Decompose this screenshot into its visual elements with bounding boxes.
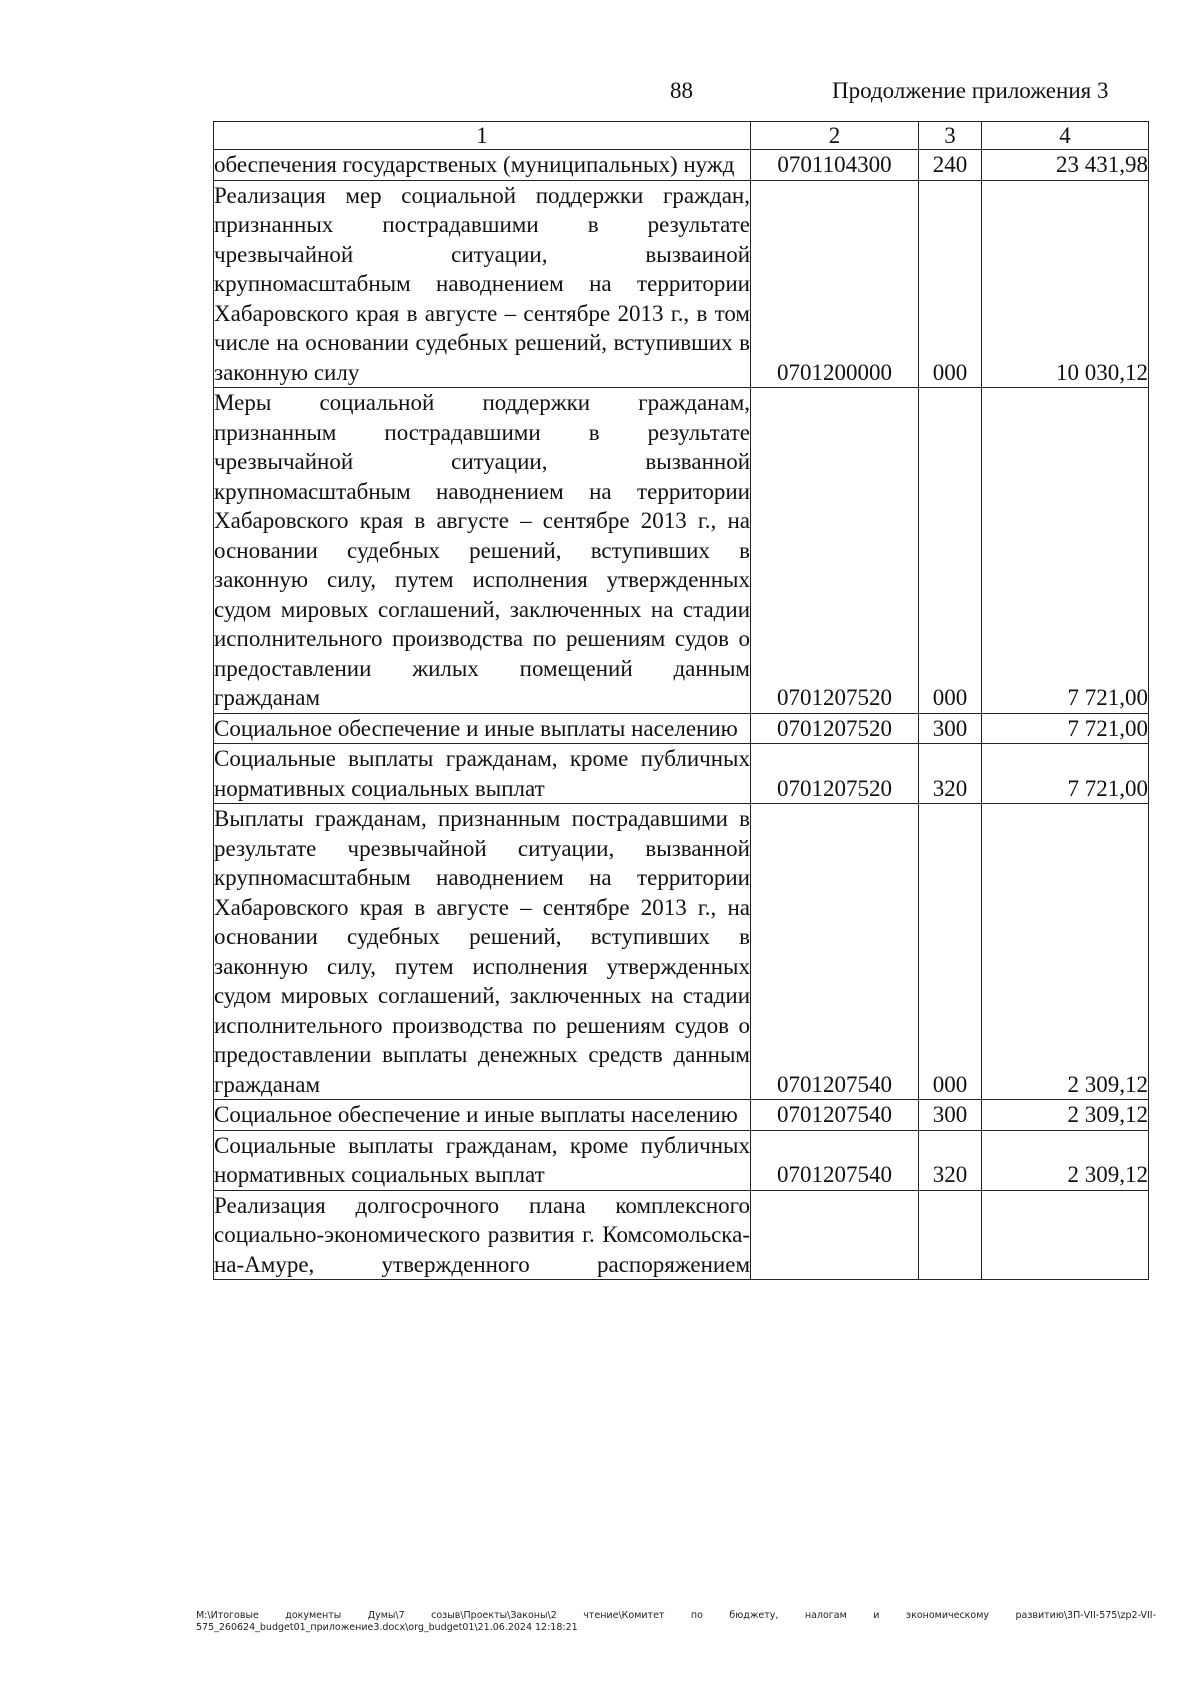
row-expense-type: 240 xyxy=(919,150,982,181)
row-code: 0701207520 xyxy=(751,388,919,714)
continuation-caption: Продолжение приложения 3 xyxy=(832,78,1109,103)
row-amount: 2 309,12 xyxy=(982,1130,1149,1190)
row-description: Реализация мер социальной поддержки граждан, признанных пострадавшими в результате чрезвычайной ситуации, вызваиной крупномасштабным наводнением на территории Хабаровского края в августе – сентябре 2013 г., в том числе на основании судебных решений, вступивших в законную силу xyxy=(214,180,751,388)
column-header-2: 2 xyxy=(751,122,919,150)
row-expense-type: 320 xyxy=(919,744,982,804)
row-description: Реализация долгосрочного плана комплексного социально-экономического развития г. Комсомольска-на-Амуре, утвержденного распоряжением xyxy=(214,1190,751,1280)
row-description: Выплаты гражданам, признанным пострадавшими в результате чрезвычайной ситуации, вызванной крупномасштабным наводнением на территории Хабаровского края в августе – сентябре 2013 г., на основании судебных решений, вступивших в законную силу, путем исполнения утвержденных судом мировых соглашений, заключенных на стадии исполнительного производства по решениям судов о предоставлении выплаты денежных средств данным гражданам xyxy=(214,804,751,1100)
row-expense-type: 300 xyxy=(919,713,982,744)
row-amount: 23 431,98 xyxy=(982,150,1149,181)
row-amount: 2 309,12 xyxy=(982,804,1149,1100)
row-code: 0701207540 xyxy=(751,804,919,1100)
row-amount: 10 030,12 xyxy=(982,180,1149,388)
row-amount: 2 309,12 xyxy=(982,1100,1149,1131)
budget-table xyxy=(213,121,1149,1280)
row-amount: 7 721,00 xyxy=(982,713,1149,744)
table-row xyxy=(214,150,1149,181)
table-row xyxy=(214,713,1149,744)
row-expense-type: 000 xyxy=(919,180,982,388)
row-expense-type: 000 xyxy=(919,388,982,714)
row-code: 0701200000 xyxy=(751,180,919,388)
row-description: обеспечения государственых (муниципальных) нужд xyxy=(214,150,751,181)
row-description: Социальные выплаты гражданам, кроме публичных нормативных социальных выплат xyxy=(214,1130,751,1190)
table-row xyxy=(214,180,1149,388)
table-row xyxy=(214,1190,1149,1280)
row-expense-type: 000 xyxy=(919,804,982,1100)
table-row xyxy=(214,804,1149,1100)
document-file-path: M:\Итоговые документы Думы\7 созыв\Проекты\Законы\2 чтение\Комитет по бюджету, налогам и экономическому развитию\3П-VII-575\zp2-VII-575_260624_budget01_приложение3.docx\org_budget01\21.06.2024 12:18:21 xyxy=(196,1610,1156,1633)
row-expense-type: 300 xyxy=(919,1100,982,1131)
row-code: 0701207520 xyxy=(751,713,919,744)
column-header-3: 3 xyxy=(919,122,982,150)
row-code: 0701207540 xyxy=(751,1100,919,1131)
row-code: 0701207540 xyxy=(751,1130,919,1190)
page-number: 88 xyxy=(670,78,693,103)
table-row xyxy=(214,744,1149,804)
row-description: Социальное обеспечение и иные выплаты населению xyxy=(214,713,751,744)
column-header-4: 4 xyxy=(982,122,1149,150)
column-header-1: 1 xyxy=(214,122,751,150)
row-code: 0701104300 xyxy=(751,150,919,181)
row-code: 0701207520 xyxy=(751,744,919,804)
table-row xyxy=(214,1130,1149,1190)
table-header-row xyxy=(214,122,1149,150)
row-description: Социальные выплаты гражданам, кроме публичных нормативных социальных выплат xyxy=(214,744,751,804)
row-amount: 7 721,00 xyxy=(982,744,1149,804)
row-description: Социальное обеспечение и иные выплаты населению xyxy=(214,1100,751,1131)
row-amount: 7 721,00 xyxy=(982,388,1149,714)
row-expense-type: 320 xyxy=(919,1130,982,1190)
row-expense-type xyxy=(919,1190,982,1280)
table-row xyxy=(214,388,1149,714)
row-amount xyxy=(982,1190,1149,1280)
row-description: Меры социальной поддержки гражданам, признанным пострадавшими в результате чрезвычайной ситуации, вызванной крупномасштабным наводнением на территории Хабаровского края в августе – сентябре 2013 г., на основании судебных решений, вступивших в законную силу, путем исполнения утвержденных судом мировых соглашений, заключенных на стадии исполнительного производства по решениям судов о предоставлении жилых помещений данным гражданам xyxy=(214,388,751,714)
table-row xyxy=(214,1100,1149,1131)
row-code xyxy=(751,1190,919,1280)
